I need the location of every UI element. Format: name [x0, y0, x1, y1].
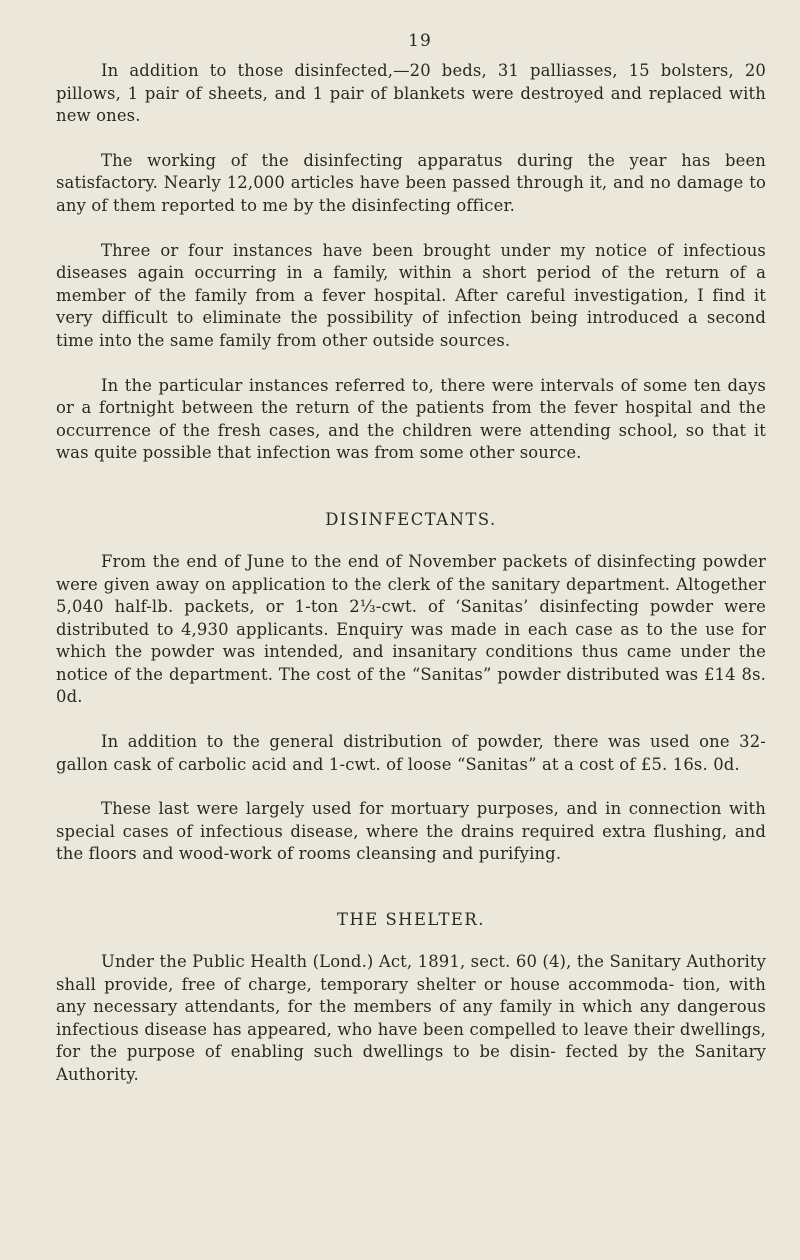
paragraph-mortuary-use: These last were largely used for mortuary purposes, and in connection with special cases of infectious disease, where the drains required extra flushing, and the floors and wood-work of rooms cleansing and purifying.: [56, 799, 766, 864]
paragraph-reinfection-instances: Three or four instances have been brought under my notice of infectious diseases again occurring in a family, within a short period of the return of a member of the family from a fever hospital. After careful investigation, I find it very difficult to eliminate the possibility of infection being introduced a second time into the same family from other outside sources.: [56, 240, 766, 350]
paragraph-shelter-provision: Under the Public Health (Lond.) Act, 1891, sect. 60 (4), the Sanitary Authority shall provide, free of charge, temporary shelter or house accommoda- tion, with any necessary attendants, for the members of any family in which any dangerous infectious disease has appeared, who have been compelled to leave their dwellings, for the purpose of enabling such dwellings to be disin- fected by the Sanitary Authority.: [56, 952, 766, 1084]
paragraph-powder-distribution: From the end of June to the end of November packets of disinfecting powder were given away on application to the clerk of the sanitary department. Altogether 5,040 half-lb. packets, or 1-ton 2⅓-cwt. of ‘Sanitas’ disinfecting powder were distributed to 4,930 applicants. Enquiry was made in each case as to the use for which the powder was intended, and insanitary conditions thus came under the notice of the department. The cost of the “Sanitas” powder distributed was £14 8s. 0d.: [56, 551, 766, 707]
paragraph-destroyed-items: In addition to those disinfected,—20 beds, 31 palliasses, 15 bolsters, 20 pillows, 1 pair of sheets, and 1 pair of blankets were destroyed and replaced with new ones.: [56, 61, 766, 126]
page-number: 19: [408, 31, 432, 51]
section-heading-shelter: THE SHELTER.: [337, 910, 485, 930]
paragraph-intervals: In the particular instances referred to, there were intervals of some ten days or a fortnight between the return of the patients from the fever hospital and the occurrence of the fresh cases, and the children were attending school, so that it was quite possible that infection was from some other source.: [56, 375, 766, 463]
paragraph-carbolic-acid: In addition to the general distribution of powder, there was used one 32-gallon cask of carbolic acid and 1-cwt. of loose “Sanitas” at a cost of £5. 16s. 0d.: [56, 732, 766, 774]
page-body: [56, 60, 766, 1087]
section-heading-disinfectants: DISINFECTANTS.: [325, 509, 497, 529]
paragraph-disinfecting-apparatus: The working of the disinfecting apparatus during the year has been satisfactory. Nearly 12,000 articles have been passed through it, and no damage to any of them reported to me by the disinfecting officer.: [56, 150, 766, 215]
